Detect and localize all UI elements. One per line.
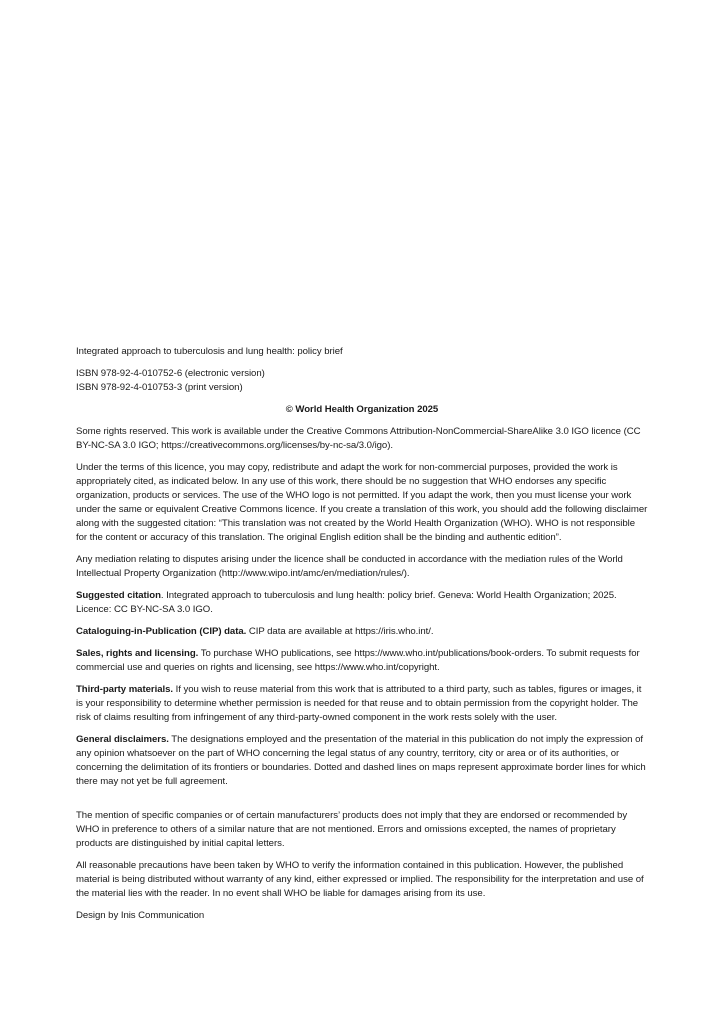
suggested-citation (76, 589, 648, 617)
publication-title: Integrated approach to tuberculosis and lung health: policy brief (76, 346, 343, 357)
mediation-statement: Any mediation relating to disputes arising under the licence shall be conducted in accordance with the mediation rules of the World Intellectual Property Organization (http://www.wipo.int/amc/en/mediation/rules/). (76, 554, 623, 579)
cip-data (76, 625, 648, 639)
general-disclaimers-text: The designations employed and the presentation of the material in this publication do not imply the expression of any opinion whatsoever on the part of WHO concerning the legal status of any country, territory, city or area or of its authorities, or concerning the delimitation of its frontiers or boundaries. Dotted and dashed lines on maps represent approximate border lines for which there may not yet be full agreement. (76, 734, 646, 787)
rights-statement: Some rights reserved. This work is available under the Creative Commons Attribution-NonCommercial-ShareAlike 3.0 IGO licence (CC BY-NC-SA 3.0 IGO; https://creativecommons.org/licenses/by-nc-sa/3.0/igo). (76, 426, 641, 451)
copyright-page (76, 345, 648, 931)
third-party-text: If you wish to reuse material from this work that is attributed to a third party, such as tables, figures or images, it is your responsibility to determine whether permission is needed for that reuse and to obtain permission from the copyright holder. The risk of claims resulting from infringement of any third-party-owned component in the work rests solely with the user. (76, 684, 642, 723)
licence-terms: Under the terms of this licence, you may copy, redistribute and adapt the work for non-commercial purposes, provided the work is appropriately cited, as indicated below. In any use of this work, there should be no suggestion that WHO endorses any specific organization, products or services. The use of the WHO logo is not permitted. If you adapt the work, then you must license your work under the same or equivalent Creative Commons licence. If you create a translation of this work, you should add the following disclaimer along with the suggested citation: “This translation was not created by the World Health Organization (WHO). WHO is not responsible for the content or accuracy of this translation. The original English edition shall be the binding and authentic edition”. (76, 462, 648, 543)
sales-rights (76, 647, 648, 675)
sales-label: Sales, rights and licensing. (76, 648, 199, 659)
sales-text: To purchase WHO publications, see https://www.who.int/publications/book-orders. To submit requests for commercial use and queries on rights and licensing, see https://www.who.int/copyright. (76, 648, 640, 673)
isbn-electronic: ISBN 978-92-4-010752-6 (electronic version) (76, 368, 265, 379)
cip-label: Cataloguing-in-Publication (CIP) data. (76, 626, 247, 637)
isbn-block (76, 367, 648, 395)
third-party-materials (76, 683, 648, 725)
cip-text: CIP data are available at https://iris.who.int/. (246, 626, 434, 637)
general-disclaimers (76, 733, 648, 789)
isbn-print: ISBN 978-92-4-010753-3 (print version) (76, 382, 243, 393)
general-disclaimers-label: General disclaimers. (76, 734, 169, 745)
design-credit: Design by Inis Communication (76, 910, 205, 921)
suggested-citation-label: Suggested citation (76, 590, 161, 601)
precautions-disclaimer: All reasonable precautions have been taken by WHO to verify the information contained in this publication. However, the published material is being distributed without warranty of any kind, either expressed or implied. The responsibility for the interpretation and use of the material lies with the reader. In no event shall WHO be liable for damages arising from its use. (76, 860, 644, 899)
suggested-citation-text: . Integrated approach to tuberculosis and lung health: policy brief. Geneva: World Health Organization; 2025. Licence: CC BY-NC-SA 3.0 IGO. (76, 590, 617, 615)
copyright-notice: © World Health Organization 2025 (285, 404, 439, 415)
third-party-label: Third-party materials. (76, 684, 173, 695)
companies-disclaimer: The mention of specific companies or of certain manufacturers’ products does not imply that they are endorsed or recommended by WHO in preference to others of a similar nature that are not mentioned. Errors and omissions excepted, the names of proprietary products are distinguished by initial capital letters. (76, 810, 628, 849)
